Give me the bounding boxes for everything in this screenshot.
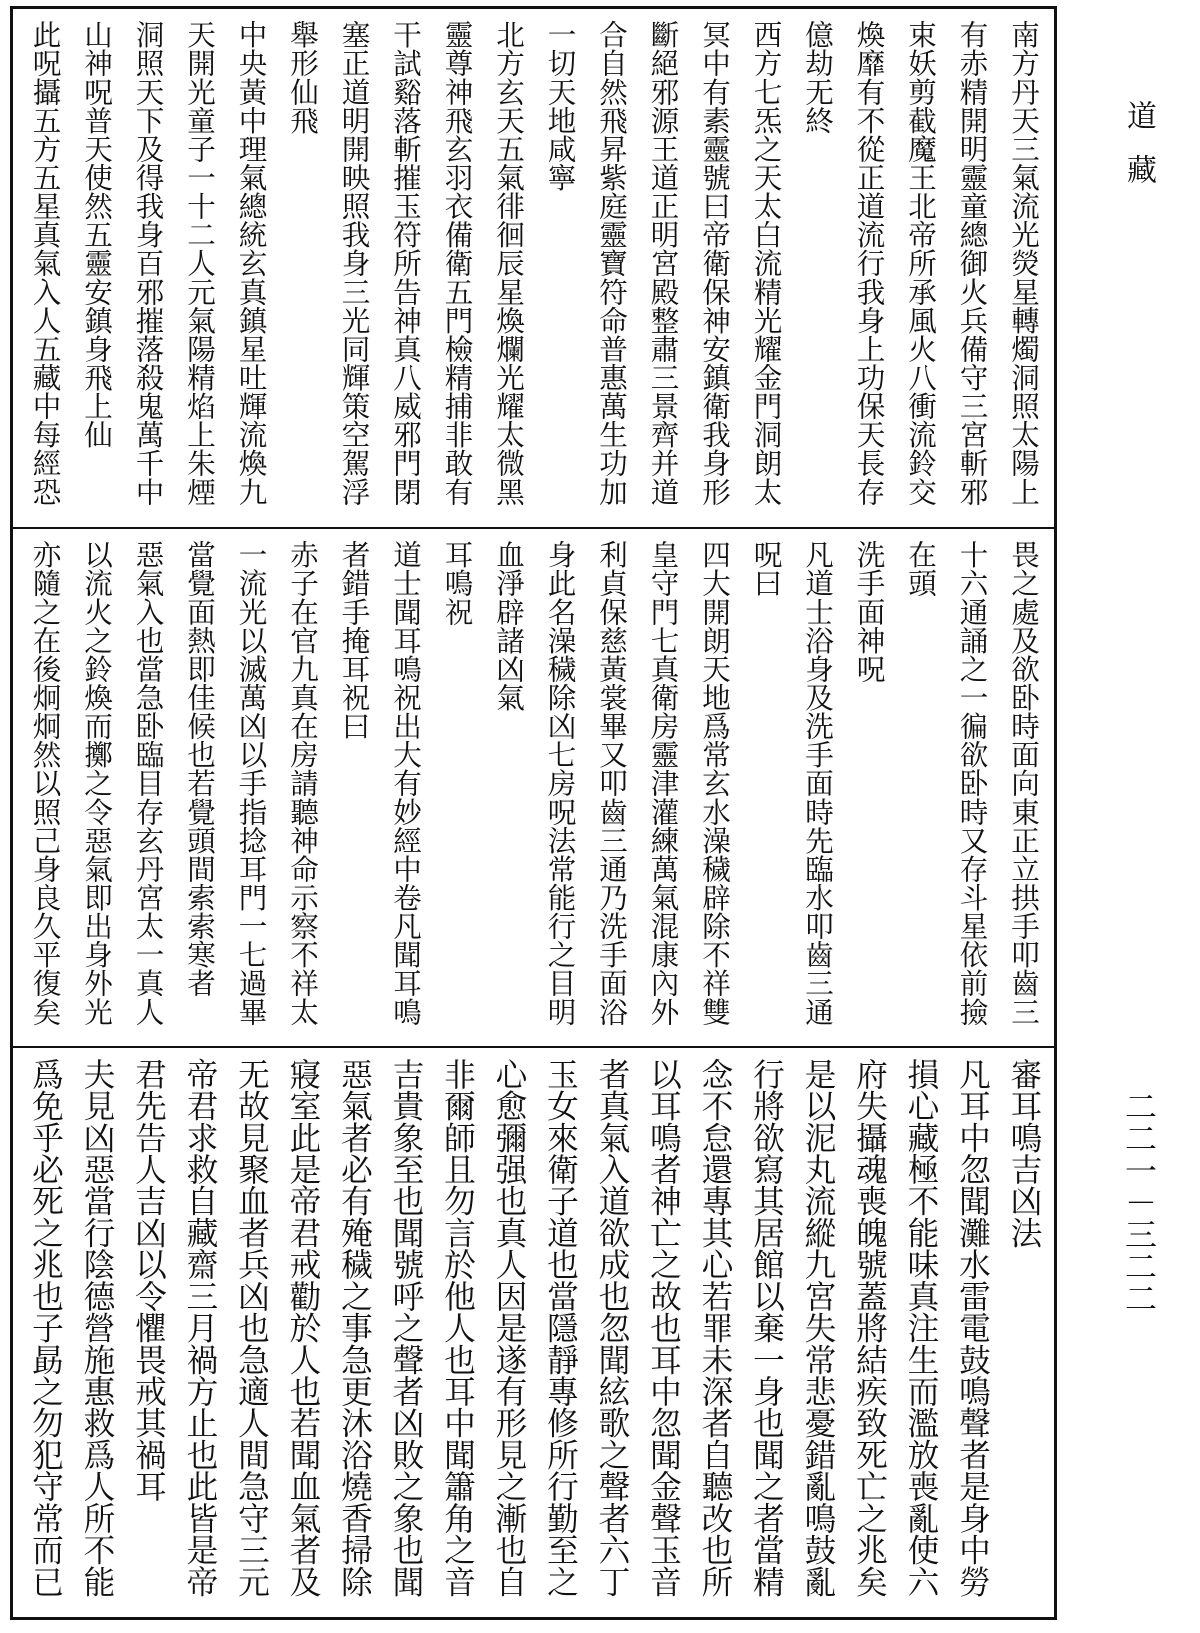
text-column: 君先告人吉凶以令懼畏戒其禍耳 [130, 1058, 167, 1502]
text-column: 十六通誦之一徧欲卧時又存斗星依前撿 [955, 540, 990, 1026]
panel-divider [10, 1046, 1057, 1048]
text-column: 天開光童子一十二人元氣陽精焰上朱煙 [183, 20, 217, 506]
text-column: 北方玄天五氣徘徊辰星煥爛光耀太微黑 [492, 20, 526, 506]
text-column: 南方丹天三氣流光熒星轉燭洞照太陽上 [1007, 20, 1041, 506]
text-column: 束妖剪截魔王北帝所承風火八衝流鈴交 [904, 20, 938, 506]
text-column: 府失攝魂喪魄號蓋將結疾致死亡之兆矣 [851, 1058, 888, 1598]
text-column: 煥靡有不從正道流行我身上功保天長存 [852, 20, 887, 506]
text-column: 舉形仙飛 [286, 20, 320, 135]
text-column: 干試谿落斬摧玉符所告神真八威邪門閉 [389, 20, 423, 506]
text-column: 以耳鳴者神亡之故也耳中忽聞金聲玉音 [645, 1058, 682, 1598]
text-column: 靈尊神飛玄羽衣備衛五門檢精捕非敢有 [440, 20, 475, 506]
text-column: 身此名澡穢除凶七房呪法常能行之目明 [543, 540, 578, 1026]
text-column: 審耳鳴吉凶法 [1006, 1058, 1042, 1249]
panel-divider [10, 527, 1057, 529]
text-column: 凡道士浴身及洗手面時先臨水叩齒三通 [801, 540, 835, 1026]
text-column: 利貞保慈黃裳畢又叩齒三通乃洗手面浴 [595, 540, 629, 1026]
text-column: 帝君求救自藏齋三月禍方止也此皆是帝 [182, 1058, 218, 1598]
text-column: 玉女來衛子道也當隱靜專修所行勤至之 [542, 1058, 579, 1598]
text-column: 者真氣入道欲成也忽聞絃歌之聲者六丁 [594, 1058, 630, 1598]
text-column: 是以泥丸流縱九宮失常悲憂錯亂鳴鼓亂 [800, 1058, 836, 1598]
text-column: 一切天地咸寧 [543, 20, 578, 192]
text-column: 山神呪普天使然五靈安鎮身飛上仙 [80, 20, 114, 449]
text-column: 當覺面熱即佳候也若覺頭間索索寒者 [183, 540, 217, 998]
text-column: 惡氣者必有殗穢之事急更沐浴燒香掃除 [336, 1058, 373, 1598]
text-column: 行將欲寫其居館以棄一身也聞之者當精 [748, 1058, 785, 1598]
text-column: 爲免乎必死之兆也子勗之勿犯守常而已 [27, 1058, 64, 1598]
text-column: 心愈彌强也真人因是遂有形見之漸也自 [491, 1058, 527, 1598]
text-panel-top [18, 20, 1048, 520]
text-column: 損心藏極不能味真注生而濫放喪亂使六 [903, 1058, 939, 1598]
text-column: 合自然飛昇紫庭靈寶符命普惠萬生功加 [595, 20, 629, 506]
text-column: 皇守門七真衛房靈津灌練萬氣混康內外 [646, 540, 681, 1026]
text-column: 一流光以滅萬凶以手指捻耳門一七過畢 [234, 540, 269, 1026]
text-panel-bottom [18, 1058, 1048, 1613]
text-column: 血淨辟諸凶氣 [492, 540, 526, 712]
text-column: 斷絕邪源王道正明宮殿整肅三景齊并道 [646, 20, 681, 506]
text-column: 者錯手掩耳祝曰 [337, 540, 372, 740]
text-column: 凡耳中忽聞灘水雷電鼓鳴聲者是身中勞 [954, 1058, 991, 1598]
text-column: 畏之處及欲卧時面向東正立拱手叩齒三 [1007, 540, 1041, 1026]
text-column: 西方七炁之天太白流精光耀金門洞朗太 [749, 20, 784, 506]
text-column: 亦隨之在後炯炯然以照己身良久平復矣 [28, 540, 63, 1026]
text-column: 四大開朗天地爲常玄水澡穢辟除不祥雙 [698, 540, 732, 1026]
text-column: 此呪攝五方五星真氣入人五藏中每經恐 [28, 20, 63, 506]
text-column: 塞正道明開映照我身三光同輝策空駕浮 [337, 20, 372, 506]
text-column: 以流火之鈴煥而擲之令惡氣即出身外光 [80, 540, 114, 1026]
text-column: 在頭 [904, 540, 938, 598]
text-column: 寢室此是帝君戒勸於人也若聞血氣者及 [285, 1058, 321, 1598]
text-column: 惡氣入也當急卧臨目存玄丹宮太一真人 [131, 540, 166, 1026]
text-column: 洞照天下及得我身百邪摧落殺鬼萬千中 [131, 20, 166, 506]
text-column: 洗手面神呪 [852, 540, 887, 683]
text-column: 呪曰 [749, 540, 784, 598]
text-column: 无故見聚血者兵凶也急適人間急守三元 [233, 1058, 270, 1598]
text-column: 有赤精開明靈童總御火兵備守三宮斬邪 [955, 20, 990, 506]
text-column: 念不怠還專其心若罪未深者自聽改也所 [697, 1058, 733, 1598]
page-number: 二二一－三二二 [1120, 1090, 1158, 1314]
text-column: 夫見凶惡當行陰德營施惠救爲人所不能 [79, 1058, 115, 1598]
text-column: 赤子在官九真在房請聽神命示察不祥太 [286, 540, 320, 1026]
text-column: 吉貴象至也聞號呼之聲者凶敗之象也聞 [388, 1058, 424, 1598]
text-column: 冥中有素靈號曰帝衛保神安鎮衛我身形 [698, 20, 732, 506]
margin-title: 道藏 [1121, 100, 1156, 208]
text-column: 非爾師且勿言於他人也耳中聞簫角之音 [439, 1058, 476, 1598]
text-column: 中央黃中理氣總統玄真鎮星吐輝流煥九 [234, 20, 269, 506]
text-panel-middle [18, 540, 1048, 1040]
text-column: 道士聞耳鳴祝出大有妙經中卷凡聞耳鳴 [389, 540, 423, 1026]
text-column: 億劫无終 [801, 20, 835, 135]
text-column: 耳鳴祝 [440, 540, 475, 626]
